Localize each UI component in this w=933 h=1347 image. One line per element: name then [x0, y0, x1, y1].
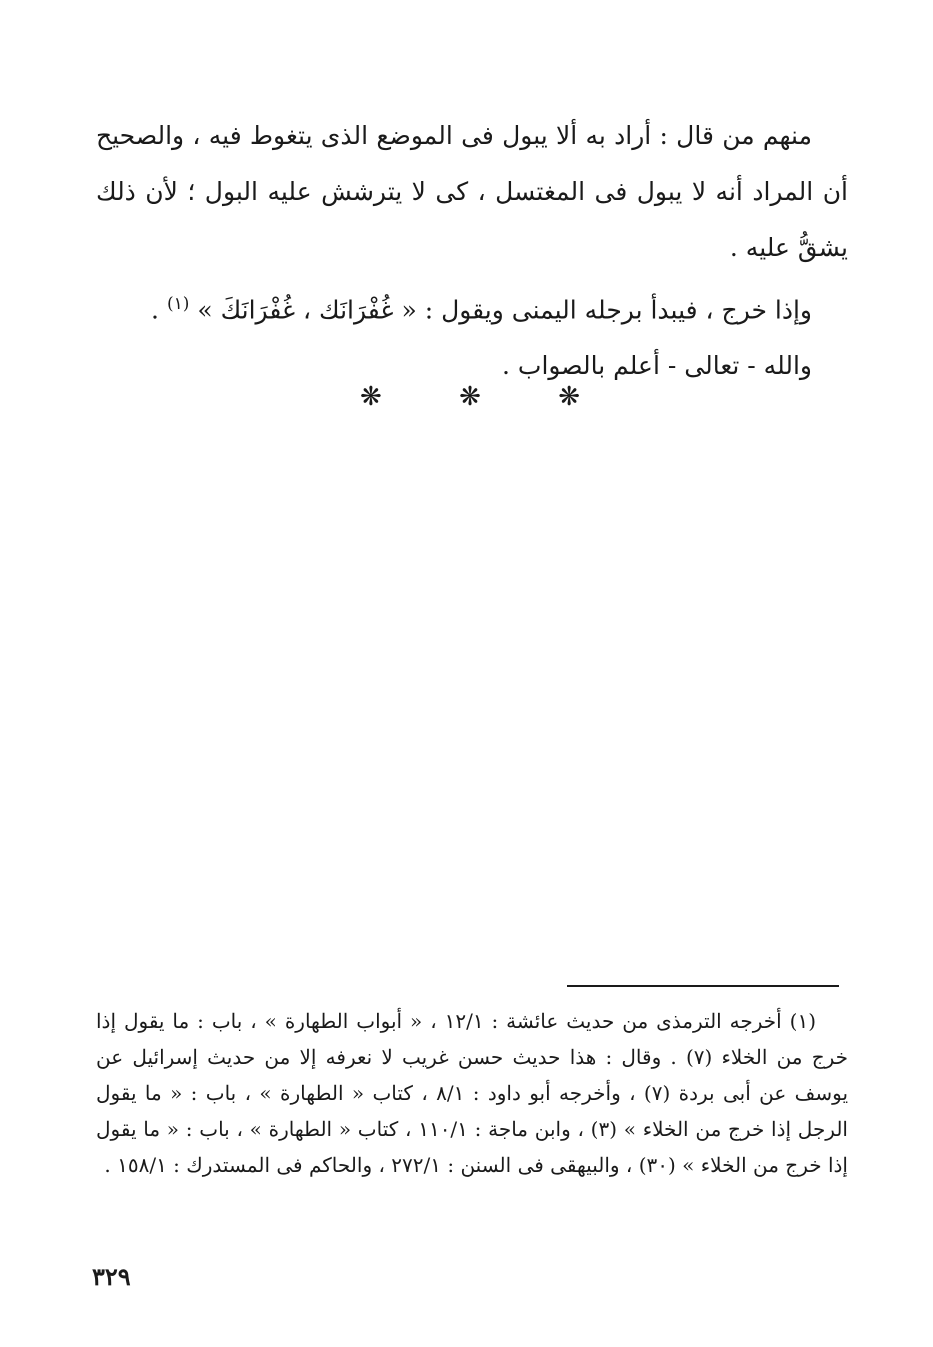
- separator-star-icon: ❋: [360, 382, 382, 412]
- paragraph-2-text: وإذا خرج ، فيبدأ برجله اليمنى ويقول : « غُفْرَانَك ، غُفْرَانَكَ »: [197, 295, 812, 325]
- footnote-1: (١) أخرجه الترمذى من حديث عائشة : ١٢/١ ، « أبواب الطهارة » ، باب : ما يقول إذا خرج من الخلاء (٧) . وقال : هذا حديث حسن غريب لا نعرفه إلا من حديث إسرائيل عن يوسف عن أبى بردة (٧) ، وأخرجه أبو داود : ٨/١ ، كتاب « الطهارة » ، باب : « ما يقول الرجل إذا خرج من الخلاء » (٣) ، وابن ماجة : ١١٠/١ ، كتاب « الطهارة » ، باب : « ما يقول إذا خرج من الخلاء » (٣٠) ، والبيهقى فى السنن : ٢٧٢/١ ، والحاكم فى المستدرك : ١٥٨/١ .: [96, 1009, 849, 1177]
- main-text: [96, 108, 848, 394]
- closing-line: والله - تعالى - أعلم بالصواب .: [502, 351, 812, 381]
- section-separator: [360, 382, 580, 412]
- paragraph-2-end: .: [151, 295, 167, 325]
- footnote-divider: [567, 985, 839, 987]
- footnotes: [96, 1003, 848, 1183]
- paragraph-1: منهم من قال : أراد به ألا يبول فى الموضع الذى يتغوط فيه ، والصحيح أن المراد أنه لا يبول فى المغتسل ، كى لا يترشش عليه البول ؛ لأن ذلك يشقُّ عليه .: [96, 121, 848, 262]
- separator-star-icon: ❋: [558, 382, 580, 412]
- page-number: ٣٢٩: [92, 1262, 131, 1291]
- separator-star-icon: ❋: [459, 382, 481, 412]
- paragraph-2: [96, 276, 848, 338]
- footnote-marker: (١): [166, 294, 190, 314]
